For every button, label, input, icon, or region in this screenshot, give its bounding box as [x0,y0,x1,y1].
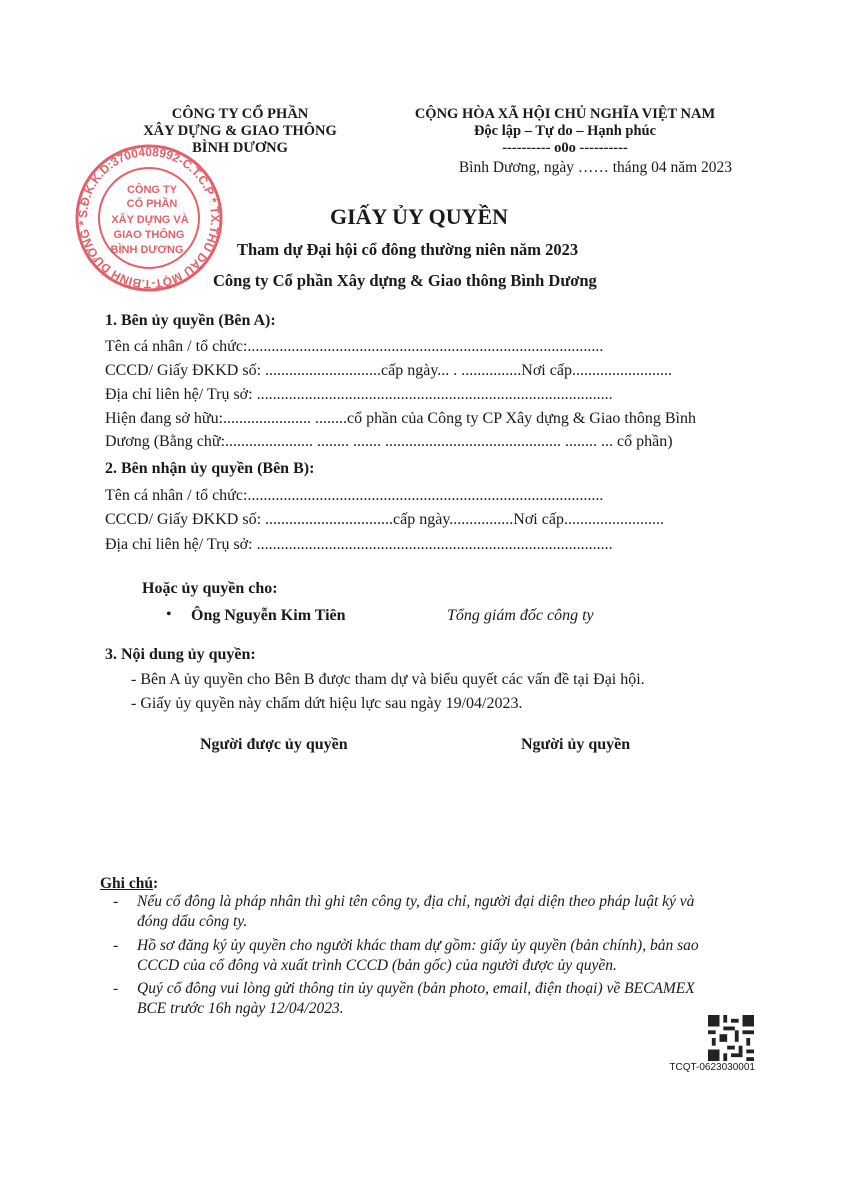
stamp-outer-text: S.Đ.K.K.D:3700408992-C.T.C.P * TX.THỦ DẦU MỘT-T.BÌNH DƯƠNG * [75,144,223,292]
signature-grantor-label: Người ủy quyền [521,736,631,753]
section-1-heading: 1. Bên ủy quyền (Bên A): [105,312,276,329]
note-line: đóng dấu công ty. [137,913,248,930]
company-line: BÌNH DƯƠNG [192,140,288,156]
alternate-label: Hoặc ủy quyền cho: [142,580,278,597]
note-dash: - [113,980,119,997]
document-code: TCQT-0623030001 [669,1062,755,1073]
note-line: CCCD của cổ đông và xuất trình CCCD (bản gốc) của người được ủy quyền. [137,957,617,974]
stamp-inner-text: GIAO THÔNG [113,229,185,241]
field-name-a[interactable]: Tên cá nhân / tổ chức:......................................................................................... [105,338,604,355]
notes-heading-text: Ghi chú [100,875,153,892]
note-dash: - [113,937,119,954]
authorization-item: - Bên A ủy quyền cho Bên B được tham dự và biểu quyết các vấn đề tại Đại hội. [131,671,645,688]
date-line: Bình Dương, ngày …… tháng 04 năm 2023 [458,159,732,176]
field-name-b[interactable]: Tên cá nhân / tổ chức:......................................................................................... [105,487,604,504]
authorization-item: - Giấy ủy quyền này chấm dứt hiệu lực sau ngày 19/04/2023. [131,695,523,712]
section-3-heading: 3. Nội dung ủy quyền: [105,646,256,663]
bullet: • [166,606,172,623]
note-line: BCE trước 16h ngày 12/04/2023. [137,1000,344,1017]
signature-proxy-label: Người được ủy quyền [200,736,348,753]
subtitle-company: Công ty Cổ phần Xây dựng & Giao thông Bình Dương [213,271,597,290]
company-line: CÔNG TY CỔ PHẦN [171,106,309,122]
national-header [395,106,735,157]
stamp-inner-text: CÔNG TY [126,184,178,196]
company-seal-stamp [72,143,227,293]
notes-heading: Ghi chú: [100,875,159,892]
field-shares-a[interactable]: Hiện đang sở hữu:...................... ........cổ phần của Công ty CP Xây dựng & Giao thông Bình [105,410,696,427]
field-id-a[interactable]: CCCD/ Giấy ĐKKD số: .............................cấp ngày... . ...............Nơi cấp......................... [105,362,672,379]
field-shares-words-a[interactable]: Dương (Bằng chữ:...................... ........ ....... ............................................ ........ ... cổ phần) [105,433,673,450]
field-address-a[interactable]: Địa chỉ liên hệ/ Trụ sở: ......................................................................................... [105,386,613,403]
motto-line: Độc lập – Tự do – Hạnh phúc [473,123,657,139]
note-dash: - [113,893,119,910]
qr-code-icon [707,1015,755,1061]
note-line: Quý cổ đông vui lòng gửi thông tin ủy quyền (bản photo, email, điện thoại) về BECAMEX [137,980,695,997]
document-title: GIẤY ỦY QUYỀN [330,204,509,229]
note-line: Hồ sơ đăng ký ủy quyền cho người khác tham dự gồm: giấy ủy quyền (bản chính), bản sao [137,937,699,954]
proxy-position: Tổng giám đốc công ty [447,607,594,624]
section-2-heading: 2. Bên nhận ủy quyền (Bên B): [105,460,315,477]
stamp-inner-text: CỔ PHẦN [126,198,178,210]
stamp-inner-text: XÂY DỰNG VÀ [111,214,189,226]
separator: ---------- o0o ---------- [502,140,628,156]
company-line: XÂY DỰNG & GIAO THÔNG [143,123,337,139]
note-line: Nếu cổ đông là pháp nhân thì ghi tên công ty, địa chỉ, người đại diện theo pháp luật ký và [137,893,695,910]
nation-line: CỘNG HÒA XÃ HỘI CHỦ NGHĨA VIỆT NAM [414,106,716,122]
field-address-b[interactable]: Địa chỉ liên hệ/ Trụ sở: ......................................................................................... [105,536,613,553]
stamp-inner-text: BÌNH DƯƠNG [110,244,184,256]
field-id-b[interactable]: CCCD/ Giấy ĐKKD số: ................................cấp ngày................Nơi cấp......................... [105,511,664,528]
proxy-name: Ông Nguyễn Kim Tiên [191,607,346,624]
subtitle-meeting: Tham dự Đại hội cổ đông thường niên năm 2023 [237,240,579,259]
